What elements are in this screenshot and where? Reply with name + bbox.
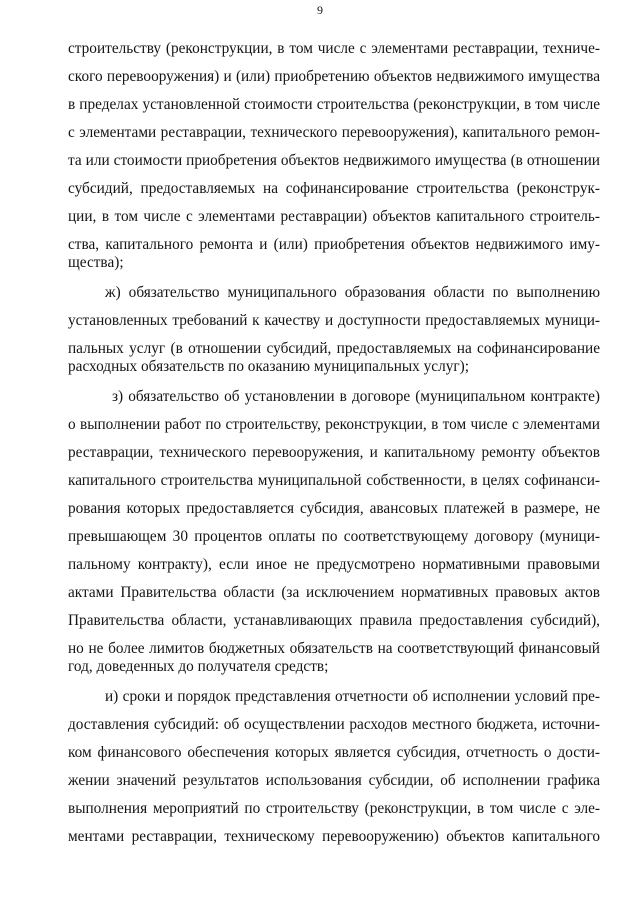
text-line: ства, капитального ремонта и (или) приобретения объектов недвижимого иму- — [68, 236, 600, 253]
text-line: расходных обязательств по оказанию муниципальных услуг); — [68, 358, 469, 375]
text-line: ком финансового обеспечения которых является субсидия, отчетность о дости- — [68, 744, 600, 761]
text-line: ского перевооружения) и (или) приобретению объектов недвижимого имущества — [68, 68, 600, 85]
text-line: актами Правительства области (за исключением нормативных правовых актов — [68, 584, 600, 601]
text-line: ции, в том числе с элементами реставрации) объектов капитального строитель- — [68, 208, 600, 225]
text-line: строительству (реконструкции, в том числе с элементами реставрации, техниче- — [68, 40, 600, 57]
paragraph-first-line: з) обязательство об установлении в договоре (муниципальном контракте) — [112, 388, 600, 405]
text-line: но не более лимитов бюджетных обязательств на соответствующий финансовый — [68, 640, 600, 657]
paragraph-first-line: и) сроки и порядок представления отчетности об исполнении условий пре- — [105, 688, 600, 705]
text-line: реставрации, технического перевооружения, и капитальному ремонту объектов — [68, 444, 600, 461]
text-line: пальных услуг (в отношении субсидий, предоставляемых на софинансирование — [68, 340, 600, 357]
text-line: превышающем 30 процентов оплаты по соответствующему договору (муници- — [68, 528, 600, 545]
text-line: жении значений результатов использования субсидии, об исполнении графика — [68, 772, 600, 789]
text-line: с элементами реставрации, технического перевооружения), капитального ремон- — [68, 124, 600, 141]
text-line: та или стоимости приобретения объектов недвижимого имущества (в отношении — [68, 152, 600, 169]
text-line: рования которых предоставляется субсидия, авансовых платежей в размере, не — [68, 500, 600, 517]
page-number: 9 — [317, 3, 323, 17]
text-line: субсидий, предоставляемых на софинансирование строительства (реконструк- — [68, 180, 600, 197]
text-line: Правительства области, устанавливающих правила предоставления субсидий), — [68, 612, 600, 629]
text-line: год, доведенных до получателя средств; — [68, 658, 329, 675]
text-line: выполнения мероприятий по строительству (реконструкции, в том числе с эле- — [68, 800, 600, 817]
text-line: установленных требований к качеству и доступности предоставляемых муници- — [68, 312, 600, 329]
text-line: пальному контракту), если иное не предусмотрено нормативными правовыми — [68, 556, 600, 573]
text-line: в пределах установленной стоимости строительства (реконструкции, в том числе — [68, 96, 600, 113]
text-line: о выполнении работ по строительству, реконструкции, в том числе с элементами — [68, 416, 600, 433]
text-line: капитального строительства муниципальной собственности, в целях софинанси- — [68, 472, 600, 489]
paragraph-first-line: ж) обязательство муниципального образования области по выполнению — [105, 284, 600, 301]
text-line: щества); — [68, 254, 124, 271]
text-line: ментами реставрации, техническому перевооружению) объектов капитального — [68, 828, 600, 845]
text-line: доставления субсидий: об осуществлении расходов местного бюджета, источни- — [68, 716, 600, 733]
